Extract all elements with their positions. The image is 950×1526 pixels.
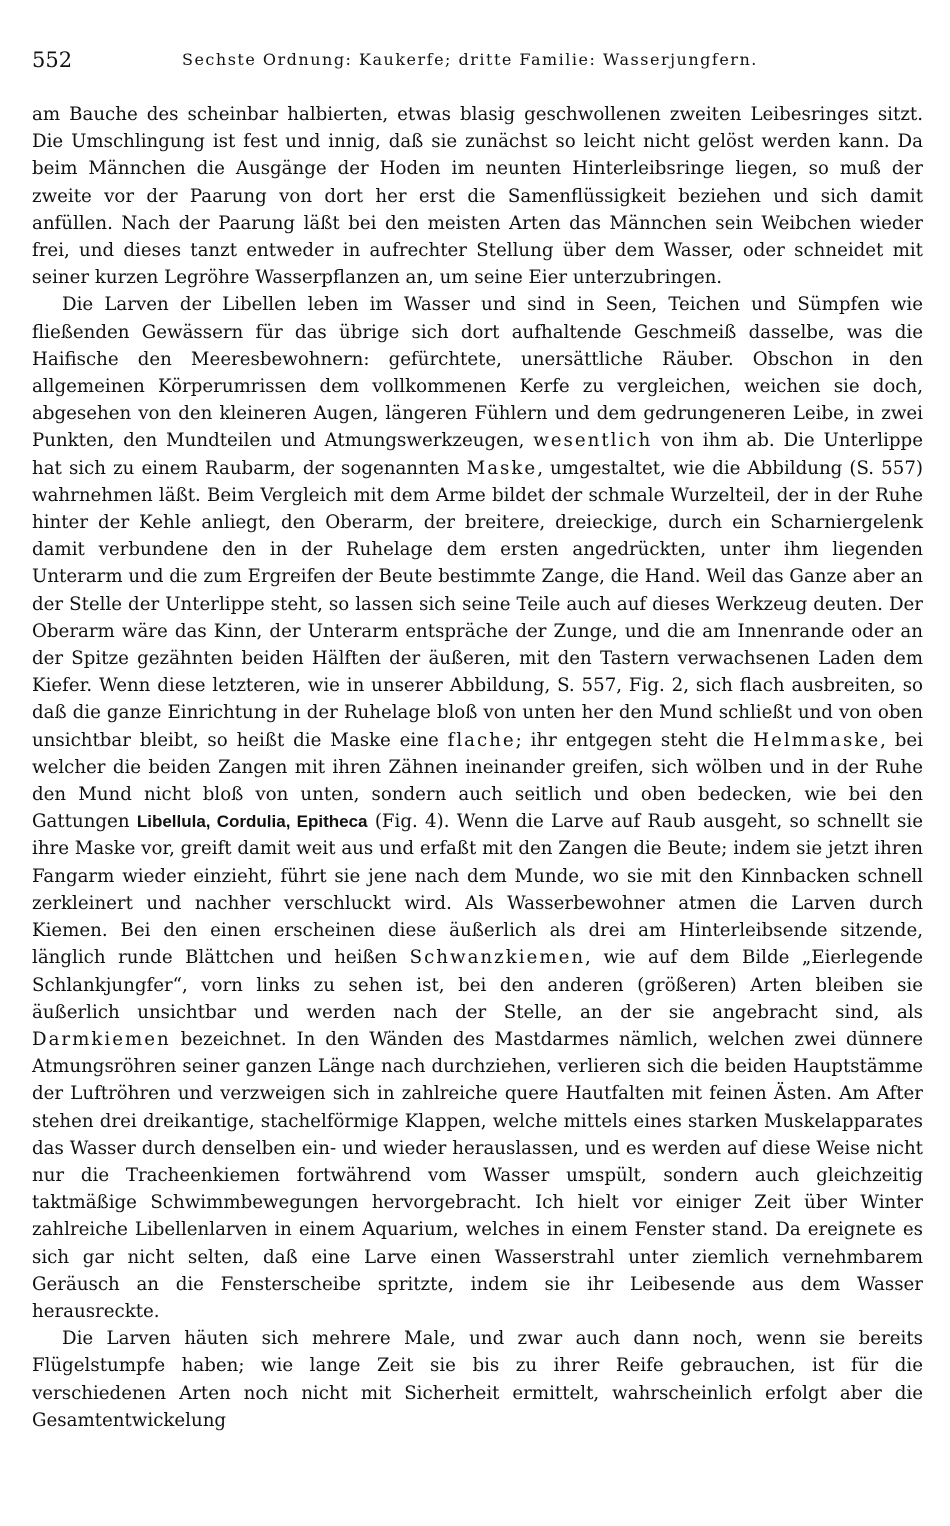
emphasis-helmmaske: Helmmaske	[753, 729, 881, 751]
running-head: Sechste Ordnung: Kaukerfe; dritte Familie: Wasserjungfern.	[182, 50, 758, 69]
paragraph-2-part-4: ; ihr entgegen steht die	[515, 729, 745, 751]
paragraph-1: am Bauche des scheinbar halbierten, etwas blasig geschwollenen zweiten Leibesringes sitzt. Die Umschlingung ist fest und innig, daß sie zunächst so leicht nicht gelöst werden kann. Da beim Männchen die Ausgänge der Hoden im neunten Hinterleibsringe liegen, so muß der zweite vor der Paarung von dort her erst die Samenflüssigkeit beziehen und sich damit anfüllen. Nach der Paarung läßt bei den meisten Arten das Männchen sein Weibchen wieder frei, und dieses tanzt entweder in aufrechter Stellung über dem Wasser, oder schneidet mit seiner kurzen Legröhre Wasserpflanzen an, um seine Eier unterzubringen.	[32, 104, 923, 289]
genus-names: Libellula, Cordulia, Epitheca	[136, 812, 368, 832]
body-text	[32, 101, 923, 1434]
emphasis-schwanzkiemen: Schwanzkiemen	[409, 947, 586, 969]
page-header	[32, 40, 923, 80]
paragraph-2-part-6: (Fig. 4). Wenn die Larve auf Raub ausgeht, so schnellt sie ihre Maske vor, greift damit weit aus und erfaßt mit den Zangen die Beute; indem sie jetzt ihren Fangarm wieder einzieht, führt sie jene nach dem Munde, wo sie mit den Kinnbacken schnell zerkleinert und nachher verschluckt wird. Als Wasserbewohner atmen die Larven durch Kiemen. Bei den einen erscheinen diese äußerlich als drei am Hinterleibsende sitzende, länglich runde Blättchen und heißen	[32, 811, 923, 969]
paragraph-2-part-7: , wie auf dem Bilde „Eierlegende Schlankjungfer“, vorn links zu sehen ist, bei den anderen (größeren) Arten bleiben sie äußerlich unsichtbar und werden nach der Stelle, an der sie angebracht sind, als	[32, 947, 923, 1023]
emphasis-wesentlich: wesentlich	[533, 430, 653, 452]
page-number: 552	[32, 48, 73, 72]
paragraph-2-part-8: bezeichnet. In den Wänden des Mastdarmes nämlich, welchen zwei dünnere Atmungsröhren seiner ganzen Länge nach durchziehen, verlieren sich die beiden Hauptstämme der Luftröhren und verzweigen sich in zahlreiche quere Hautfalten mit feinen Ästen. Am After stehen drei dreikantige, stachelförmige Klappen, welche mittels eines starken Muskelapparates das Wasser durch denselben ein- und wieder herauslassen, und es werden auf diese Weise nicht nur die Tracheenkiemen fortwährend vom Wasser umspült, sondern auch gleichzeitig taktmäßige Schwimmbewegungen hervorgebracht. Ich hielt vor einiger Zeit über Winter zahlreiche Libellenlarven in einem Aquarium, welches in einem Fenster stand. Da ereignete es sich gar nicht selten, daß eine Larve einen Wasserstrahl unter ziemlich vernehmbarem Geräusch an die Fensterscheibe spritzte, indem sie ihr Leibesende aus dem Wasser herausreckte.	[32, 1028, 923, 1322]
emphasis-darmkiemen: Darmkiemen	[32, 1028, 171, 1050]
book-page	[32, 40, 923, 1434]
emphasis-maske: Maske	[466, 457, 538, 479]
paragraph-2-part-3: , umgestaltet, wie die Abbildung (S. 557) wahrnehmen läßt. Beim Vergleich mit dem Arme bildet der schmale Wurzelteil, der in der Ruhe hinter der Kehle anliegt, den Oberarm, der breitere, dreieckige, durch ein Scharniergelenk damit verbundene den in der Ruhelage dem ersten angedrückten, unter ihm liegenden Unterarm und die zum Ergreifen der Beute bestimmte Zange, die Hand. Weil das Ganze aber an der Stelle der Unterlippe steht, so lassen sich seine Teile auch auf dieses Werkzeug deuten. Der Oberarm wäre das Kinn, der Unterarm entspräche der Zunge, und die am Innenrande oder an der Spitze gezähnten beiden Hälften der äußeren, mit den Tastern verwachsenen Laden dem Kiefer. Wenn diese letzteren, wie in unserer Abbildung, S. 557, Fig. 2, sich flach ausbreiten, so daß die ganze Einrichtung in der Ruhelage bloß von unten her den Mund schließt und von oben unsichtbar bleibt, so heißt die Maske eine	[32, 457, 923, 751]
paragraph-2	[32, 291, 923, 1325]
paragraph-2-part-1: Die Larven der Libellen leben im Wasser und sind in Seen, Teichen und Sümpfen wie fließenden Gewässern für das übrige sich dort aufhaltende Geschmeiß dasselbe, was die Haifische den Meeresbewohnern: gefürchtete, unersättliche Räuber. Obschon in den allgemeinen Körperumrissen dem vollkommenen Kerfe zu vergleichen, weichen sie doch, abgesehen von den kleineren Augen, längeren Fühlern und dem gedrungeneren Leibe, in zwei Punkten, den Mundteilen und Atmungswerkzeugen,	[32, 294, 923, 452]
paragraph-2-part-2: von ihm ab. Die Unterlippe hat sich zu einem Raubarm, der sogenannten	[32, 430, 923, 479]
paragraph-2-part-5: , bei welcher die beiden Zangen mit ihren Zähnen ineinander greifen, sich wölben und in der Ruhe den Mund nicht bloß von unten, sondern auch seitlich und oben bedecken, wie bei den Gattungen	[32, 729, 923, 833]
emphasis-flache: flache	[447, 729, 516, 751]
paragraph-3: Die Larven häuten sich mehrere Male, und zwar auch dann noch, wenn sie bereits Flügelstumpfe haben; wie lange Zeit sie bis zu ihrer Reife gebrauchen, ist für die verschiedenen Arten noch nicht mit Sicherheit ermittelt, wahrscheinlich erfolgt aber die Gesamtentwickelung	[32, 1328, 923, 1431]
